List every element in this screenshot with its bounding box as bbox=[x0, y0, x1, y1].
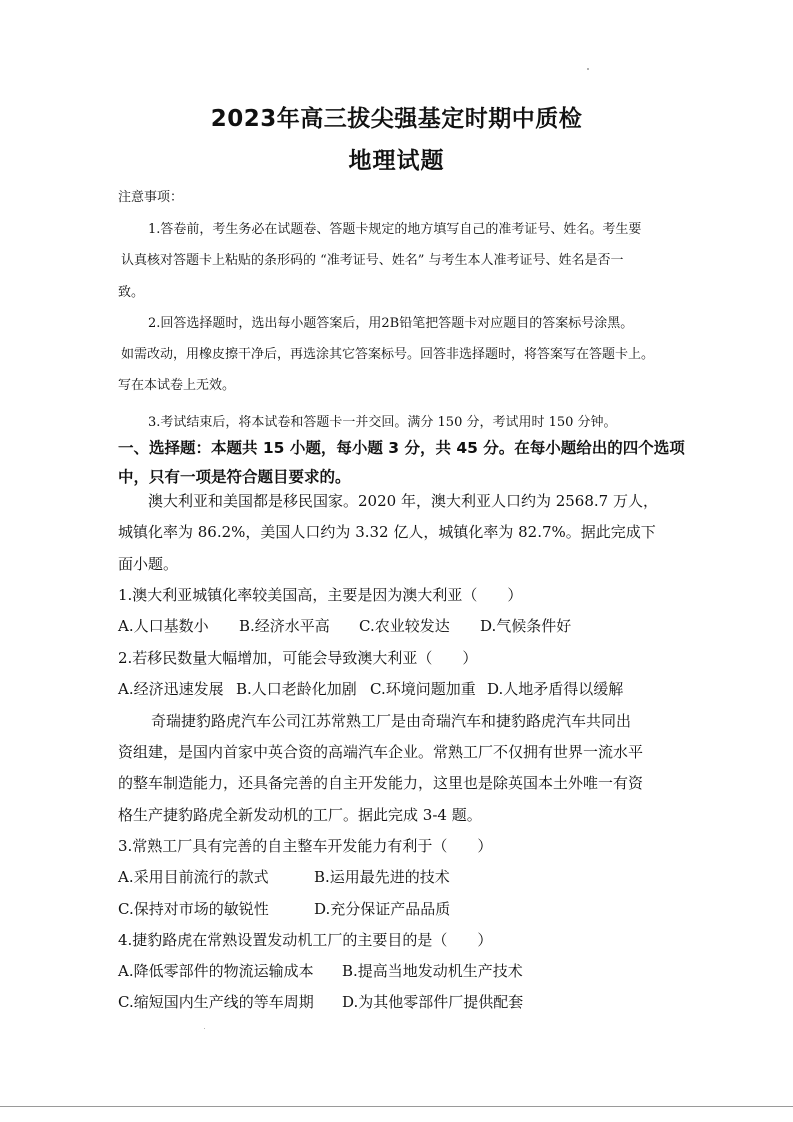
passage-2-line-2: 资组建，是国内首家中英合资的高端汽车企业。常熟工厂不仅拥有世界一流水平 bbox=[118, 743, 644, 761]
scan-speck bbox=[587, 68, 589, 70]
question-2-option-a: A.经济迅速发展 bbox=[118, 680, 224, 698]
question-1-option-b: B.经济水平高 bbox=[239, 617, 330, 635]
question-3-options-row-2 bbox=[118, 898, 450, 919]
question-3-option-a: A.采用目前流行的款式 bbox=[118, 868, 269, 886]
question-3-option-c: C.保持对市场的敏锐性 bbox=[118, 900, 269, 918]
scan-speck bbox=[204, 1028, 205, 1029]
question-2-stem: 2.若移民数量大幅增加，可能会导致澳大利亚（ ） bbox=[118, 649, 478, 667]
passage-1-line-3: 面小题。 bbox=[118, 555, 179, 573]
passage-2-line-1: 奇瑞捷豹路虎汽车公司江苏常熟工厂是由奇瑞汽车和捷豹路虎汽车共同出 bbox=[151, 712, 632, 730]
question-4-option-d: D.为其他零部件厂提供配套 bbox=[342, 993, 524, 1011]
notice-item-2-line-2: 如需改动，用橡皮擦干净后，再选涂其它答案标号。回答非选择题时，将答案写在答题卡上。 bbox=[121, 347, 655, 362]
exam-subject: 地理试题 bbox=[348, 148, 445, 174]
exam-title: 2023年高三拔尖强基定时期中质检 bbox=[210, 106, 583, 132]
question-3-option-b: B.运用最先进的技术 bbox=[314, 868, 450, 886]
question-4-options-row-2 bbox=[118, 991, 523, 1012]
question-1-option-a: A.人口基数小 bbox=[118, 617, 209, 635]
question-2-option-b: B.人口老龄化加剧 bbox=[236, 680, 357, 698]
passage-1-line-2: 城镇化率为 86.2%，美国人口约为 3.32 亿人，城镇化率为 82.7%。据此完成下 bbox=[118, 523, 656, 541]
notice-item-3-line-1: 3.考试结束后，将本试卷和答题卡一并交回。满分 150 分，考试用时 150 分钟。 bbox=[148, 415, 617, 430]
notice-item-1-line-3: 致。 bbox=[118, 285, 145, 300]
passage-2-line-4: 格生产捷豹路虎全新发动机的工厂。据此完成 3-4 题。 bbox=[118, 806, 482, 824]
question-3-option-d: D.充分保证产品品质 bbox=[314, 900, 451, 918]
question-4-option-a: A.降低零部件的物流运输成本 bbox=[118, 962, 314, 980]
notice-heading: 注意事项： bbox=[118, 190, 184, 205]
question-4-option-b: B.提高当地发动机生产技术 bbox=[342, 962, 523, 980]
question-3-stem: 3.常熟工厂具有完善的自主整车开发能力有利于（ ） bbox=[118, 837, 493, 855]
question-2-option-d: D.人地矛盾得以缓解 bbox=[487, 680, 624, 698]
question-4-option-c: C.缩短国内生产线的等车周期 bbox=[118, 993, 314, 1011]
section-1-heading-line-2: 中，只有一项是符合题目要求的。 bbox=[118, 468, 351, 486]
notice-item-1-line-2: 认真核对答题卡上粘贴的条形码的 “准考证号、姓名” 与考生本人准考证号、姓名是否一 bbox=[121, 253, 624, 268]
passage-2-line-3: 的整车制造能力，还具备完善的自主开发能力，这里也是除英国本土外唯一有资 bbox=[118, 774, 644, 792]
question-1-options bbox=[118, 615, 571, 636]
question-1-option-d: D.气候条件好 bbox=[480, 617, 572, 635]
question-1-stem: 1.澳大利亚城镇化率较美国高，主要是因为澳大利亚（ ） bbox=[118, 586, 523, 604]
section-1-heading-line-1: 一、选择题：本题共 15 小题，每小题 3 分，共 45 分。在每小题给出的四个选项 bbox=[118, 439, 685, 457]
notice-item-2-line-1: 2.回答选择题时，选出每小题答案后，用2B铅笔把答题卡对应题目的答案标号涂黑。 bbox=[148, 316, 634, 331]
question-2-option-c: C.环境问题加重 bbox=[370, 680, 476, 698]
question-1-option-c: C.农业较发达 bbox=[359, 617, 450, 635]
question-4-stem: 4.捷豹路虎在常熟设置发动机工厂的主要目的是（ ） bbox=[118, 931, 493, 949]
page-bottom-rule bbox=[0, 1106, 793, 1107]
passage-1-line-1: 澳大利亚和美国都是移民国家。2020 年，澳大利亚人口约为 2568.7 万人， bbox=[148, 492, 658, 510]
question-4-options-row-1 bbox=[118, 960, 523, 981]
notice-item-1-line-1: 1.答卷前，考生务必在试题卷、答题卡规定的地方填写自己的准考证号、姓名。考生要 bbox=[148, 222, 642, 237]
question-3-options-row-1 bbox=[118, 866, 450, 887]
question-2-options bbox=[118, 678, 623, 699]
notice-item-2-line-3: 写在本试卷上无效。 bbox=[118, 378, 236, 393]
